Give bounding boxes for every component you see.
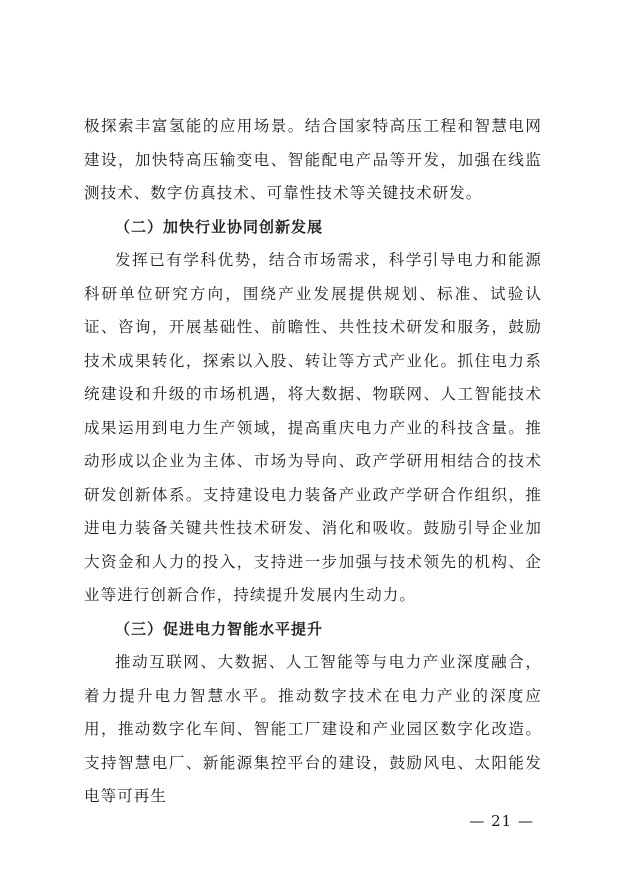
body-paragraph: 极探索丰富氢能的应用场景。结合国家特高压工程和智慧电网建设，加快特高压输变电、智能配电产品等开发，加强在线监测技术、数字仿真技术、可靠性技术等关键技术研发。 <box>84 117 542 202</box>
section-heading: （三）促进电力智能水平提升 <box>115 619 324 638</box>
section-heading: （二）加快行业协同创新发展 <box>115 217 324 236</box>
page-number: — 21 — <box>469 812 534 830</box>
document-body <box>84 110 542 814</box>
body-paragraph: 发挥已有学科优势，结合市场需求，科学引导电力和能源科研单位研究方向，围绕产业发展提供规划、标准、试验认证、咨询，开展基础性、前瞻性、共性技术研发和服务，鼓励技术成果转化，探索以入股、转让等方式产业化。抓住电力系统建设和升级的市场机遇，将大数据、物联网、人工智能技术成果运用到电力生产领域，提高重庆电力产业的科技含量。推动形成以企业为主体、市场为导向、政产学研用相结合的技术研发创新体系。支持建设电力装备产业政产学研合作组织，推进电力装备关键共性技术研发、消化和吸收。鼓励引导企业加大资金和人力的投入，支持进一步加强与技术领先的机构、企业等进行创新合作，持续提升发展内生动力。 <box>84 251 542 604</box>
body-paragraph: 推动互联网、大数据、人工智能等与电力产业深度融合，着力提升电力智慧水平。推动数字技术在电力产业的深度应用，推动数字化车间、智能工厂建设和产业园区数字化改造。支持智慧电厂、新能源集控平台的建设，鼓励风电、太阳能发电等可再生 <box>84 653 542 805</box>
